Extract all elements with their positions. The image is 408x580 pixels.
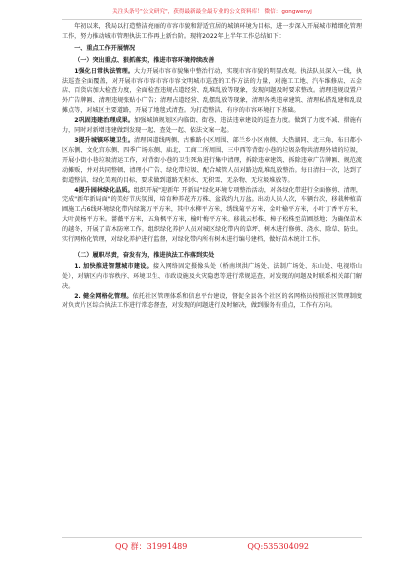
page-footer xyxy=(62,537,362,552)
item-lead: 1强化日常执法管理。 xyxy=(74,67,134,75)
item-lead: 3提升城镇环境卫生。 xyxy=(74,136,134,144)
paragraph-item-6 xyxy=(62,292,362,312)
item-lead: 1. 加快推进智慧城市建设。 xyxy=(74,262,153,270)
paragraph-item-4 xyxy=(62,186,362,245)
subsection-heading-2: （二）履职尽责，奋发有为，推进执法工作落到实处 xyxy=(74,251,215,259)
paragraph-item-3 xyxy=(62,136,362,186)
document-body xyxy=(62,22,362,311)
item-body: 组织开展"迎新年 开新局"绿化环境专项整治活动，对各绿化带进行全面修剪、清理，完成"新年新局面"的美好节庆氛围，培育种养花卉万株、盆栽约九万盆。出动人员人次，车辆台次，移栽种植苗圃施工占6线环境绿化带内绿篱万平方米，其中水柳平方米，绣线菊平方米，金叶榆平方米，小叶丁香平方米，大叶黄杨平方米。蔷薇平方米，五角枫平方米，榆叶梅平方米。移栽云杉株、樟子松株至苗圃基地；为确保苗木的越冬，开展了苗木防寒工作。组织绿化养护人员对城区绿化带内的草坪、树木进行修剪、浇水、除草、防虫。实行网格化管理，对绿化养护进行监督，对绿化带内所有树木进行编号建档，做好苗木统计工作。 xyxy=(62,186,362,244)
item-body: 清理国道线两侧、古雅路小区周围、部兰乡小区南侧、大热湖同、北三角、布日都小区东侧、文化宫东侧、四季广场东侧、庙北、工商二所周围、三中西等背街小巷的垃圾杂物共清理外墙的垃圾，开展小街小巷垃圾清运工作，对背街小巷的卫生死角进行集中清理，拆除违章建筑、拆除违章广告牌匾、规范流动摊贩，并对共同整顿、清理小广告、绿化带垃圾、配合城管人员对路边乱堆乱放整治。每日清扫一次，达到了街道整洁、绿化美观的目标，要求做到道路无积水、无积雪、无杂物、无垃圾堆放等。 xyxy=(62,136,362,184)
item-body: 接入网络固定摄像头处（桥南坝洪广场处、法制广场处、东山处、电视塔山处），对辖区内市容秩序、环境卫生、市政设施及火灾隐患等进行常规巡查，对发现的问题及时联系相关部门解决。 xyxy=(62,262,362,290)
paragraph-item-2 xyxy=(62,116,362,136)
header-text: 关注头条号"公文研究"，获得最新最全最专业的公文资料库！ 微信：gongwenyj xyxy=(112,9,312,15)
subsection-heading-1: （一）突出重点、狠抓落实，推进市容环境持续改善 xyxy=(74,56,215,64)
intro-paragraph: 年初以来，我局以打造整洁亮丽的市容市貌和舒适宜居的城镇环境为目标，进一步深入开展城市精细化管理工作，努力推动城市管理执法工作再上新台阶。现将2022年上半年工作总结如下： xyxy=(62,23,362,40)
section-heading-1: 一、重点工作开展情况 xyxy=(74,44,136,52)
item-body: 大力开展市容市貌集中整治行动，实现市容市貌的明显改观。执法队员深入一线，执法巡查全面覆盖，对开展市容市容市容市容文明城市巡查的工作方法的力量，对施工工地、汽车维修店、五金店、百货店加大检查力度，全面检查违规占道经营、乱堆乱放等现象，发现问题及时要求整改。清理违规设置户外广告牌匾、清理违规张贴小广告；清理占道经营、乱摆乱放等现象，清理各类违章建筑、清理私搭乱建和乱设摊点等，对城区主要道路，开展了地毯式清查。为打造整洁、有序的市容环境打下基础。 xyxy=(62,67,362,115)
item-lead: 2. 健全网格化管理。 xyxy=(74,292,133,300)
page-header xyxy=(62,8,362,20)
footer-qq-number: QQ:535304092 xyxy=(247,542,309,551)
paragraph-item-5 xyxy=(62,262,362,292)
item-lead: 2巩固违建治理成果。 xyxy=(74,117,134,125)
paragraph-item-1 xyxy=(62,67,362,117)
item-body: 依托社区管理体系和信息平台建设，督促全县各个社区的名网格员按照社区管理制度对负责片区综合执法工作进行常态督查，对发现的问题进行及时解决，做到服务有重点，工作有方向。 xyxy=(62,292,363,310)
item-body: 加强城镇规划区内临街、街巷、违法违章建设的巡查力度。做到了力度不减、措施有力，同时对新增违建做到发现一起、查处一起、依法文案一起。 xyxy=(62,117,362,135)
footer-qq-group: QQ 群：31991489 xyxy=(114,542,188,551)
item-lead: 4提升园林绿化品质。 xyxy=(74,186,134,194)
